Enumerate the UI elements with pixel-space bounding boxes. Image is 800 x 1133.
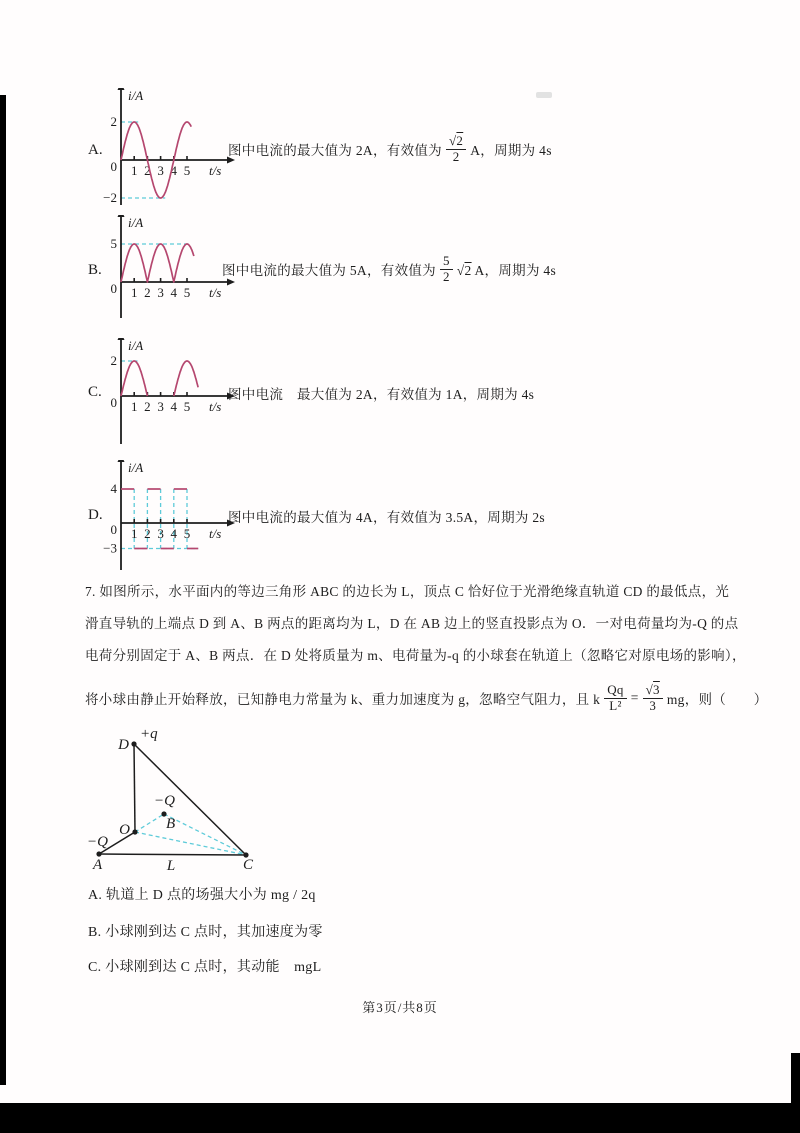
text-run: √2 A，周期为 4s [456,263,557,278]
option-letter-d: D. [88,507,103,523]
svg-text:5: 5 [183,163,191,178]
svg-text:2: 2 [144,163,151,178]
svg-text:2: 2 [110,353,117,368]
svg-text:4: 4 [110,481,117,496]
option-desc-d [228,505,545,527]
question7-line2: 滑直导轨的上端点 D 到 A、B 两点的距离均为 L，D 在 AB 边上的竖直投影点为 O．一对电荷量均为-Q 的点 [85,616,739,631]
svg-text:t/s: t/s [209,526,222,541]
text-run: A，周期为 4s [470,143,552,158]
option-letter-a: A. [88,142,103,158]
svg-text:4: 4 [170,163,178,178]
option-desc-b [222,246,556,292]
svg-text:0: 0 [110,395,117,410]
svg-text:5: 5 [110,236,117,251]
text-run: 图中电流的最大值为 4A，有效值为 3.5A，周期为 2s [228,510,545,525]
option-desc-c [228,382,534,404]
scan-edge-bottom [0,1103,800,1133]
svg-text:3: 3 [157,285,164,300]
svg-text:t/s: t/s [209,285,222,300]
fraction: $\frac{Qq}{\text{L²}}$ [604,683,627,714]
diagram-label: O [119,822,130,838]
svg-text:1: 1 [130,163,138,178]
diagram-label: D [118,737,129,753]
scan-smudge-artifact [536,92,552,98]
svg-text:i/A: i/A [128,215,144,230]
question7-formula-line [85,674,768,722]
diagram-label: −Q [154,793,175,809]
svg-text:4: 4 [170,526,178,541]
triangle-track-diagram [83,724,288,879]
svg-text:−2: −2 [103,190,117,205]
svg-text:1: 1 [130,526,138,541]
svg-text:i/A: i/A [128,88,144,103]
fraction: $\frac{5}{2}$ [440,254,453,285]
question7-choice-c [88,956,321,976]
svg-text:2: 2 [144,526,151,541]
svg-text:2: 2 [110,114,117,129]
text-run: 图中电流的最大值为 2A，有效值为 [228,143,442,158]
svg-text:t/s: t/s [209,163,222,178]
svg-text:0: 0 [110,159,117,174]
question7-choice-b [88,921,323,941]
svg-text:5: 5 [183,285,191,300]
fraction: $\frac{√3}{3}$ [643,683,663,714]
svg-text:3: 3 [157,399,164,414]
svg-text:1: 1 [130,285,138,300]
svg-text:2: 2 [144,399,151,414]
current-time-graph-d [103,460,243,573]
page-number: 第3页/共8页 [362,1000,438,1015]
diagram-label: L [166,858,176,874]
svg-text:4: 4 [170,285,178,300]
svg-text:−3: −3 [103,540,117,556]
svg-text:4: 4 [170,399,178,414]
choice-text: 小球刚到达 C 点时，其动能 mgL [105,960,322,975]
choice-text: 轨道上 D 点的场强大小为 mg / 2q [106,888,316,903]
svg-text:0: 0 [110,281,117,296]
option-desc-a [228,126,552,172]
current-time-graph-a [103,88,243,208]
svg-text:i/A: i/A [128,338,144,353]
scan-edge-right [791,1053,800,1105]
question7-choice-a [88,884,316,904]
diagram-label: C [243,857,254,873]
option-letter-b: B. [88,262,102,278]
current-time-graph-c [103,338,243,448]
option-letter-c: C. [88,384,102,400]
diagram-label: −Q [87,834,108,850]
diagram-label: B [166,816,176,832]
text-run: 图中电流的最大值为 5A，有效值为 [222,263,436,278]
svg-text:2: 2 [144,285,151,300]
svg-text:5: 5 [183,399,191,414]
svg-text:1: 1 [130,399,138,414]
choice-label: C. [88,960,102,975]
choice-text: 小球刚到达 C 点时，其加速度为零 [105,925,323,940]
text-run: mg，则（ ） [666,692,768,707]
diagram-label: +q [140,726,158,742]
question7-line3: 电荷分别固定于 A、B 两点．在 D 处将质量为 m、电荷量为-q 的小球套在轨道上（忽略它对原电场的影响）， [85,648,746,663]
text-run: = [630,690,639,705]
svg-text:0: 0 [110,522,117,537]
fraction: $\frac{√2}{2}$ [446,134,466,165]
svg-text:5: 5 [183,526,191,541]
text-run: 将小球由静止开始释放，已知静电力常量为 k、重力加速度为 g，忽略空气阻力，且 k [85,692,601,707]
svg-text:3: 3 [157,526,164,541]
svg-text:i/A: i/A [128,460,144,475]
svg-text:3: 3 [157,163,164,178]
scan-edge-left [0,95,6,1085]
question7-line1: 7. 如图所示，水平面内的等边三角形 ABC 的边长为 L，顶点 C 恰好位于光滑绝缘直轨道 CD 的最低点，光 [85,584,730,599]
diagram-label: A [93,857,103,873]
text-run: 图中电流 最大值为 2A，有效值为 1A，周期为 4s [228,387,535,402]
svg-text:t/s: t/s [209,399,222,414]
choice-label: A. [88,888,103,903]
choice-label: B. [88,925,102,940]
